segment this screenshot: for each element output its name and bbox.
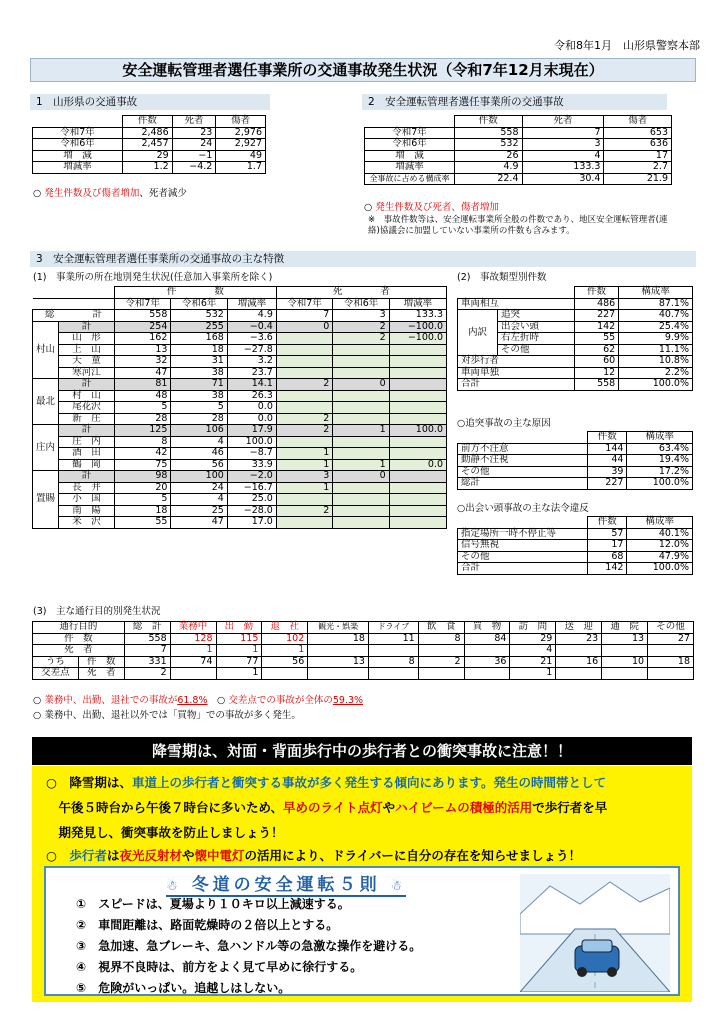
accident-type-table: 件数 構成率 車両相互 486 87.1% 内訳 追突 227 40.7% 出会い頭 142 25.4% 右左折時 55 9.9% その他 62 11.1% 対歩行者 60 10.8% 車両単独 12 2.2% 合計 558 100.0% xyxy=(457,286,693,391)
advice-para2: ○ 歩行者は夜光反射材や懐中電灯の活用により、ドライバーに自分の存在を知らせましょう！ xyxy=(46,848,582,863)
winter-rule-5: ⑤ 危険がいっぱい。追越しはしない。 xyxy=(76,981,291,995)
winter-rule-2: ② 車間距離は、路面乾燥時の２倍以上とする。 xyxy=(76,918,339,932)
section2-table: 件数 死者 傷者 令和7年 558 7 653 令和6年 532 3 636 増 減 26 4 17 増減率 4.9 133.3 2.7 全事故に占める構成率 22.4 30.4 21.9 xyxy=(364,115,672,185)
rear-end-table: 件数 構成率 前方不注意 144 63.4% 動静不注視 44 19.4% その他 39 17.2% 総計 227 100.0% xyxy=(457,431,693,490)
winter-rule-1: ① スピードは、夏場より１０キロ以上減速する。 xyxy=(76,897,350,911)
snowy-road-car-illustration xyxy=(520,874,670,992)
section3-heading: 3 安全運転管理者選任事業所の交通事故の主な特徴 xyxy=(30,251,696,267)
winter-rule-3: ③ 急加速、急ブレーキ、急ハンドル等の急激な操作を避ける。 xyxy=(76,939,422,953)
winter-rule-4: ④ 視界不良時は、前方をよく見て早めに徐行する。 xyxy=(76,960,363,974)
rear-end-title: ○追突事故の主な原因 xyxy=(457,418,551,429)
crossing-title: ○出会い頭事故の主な法令違反 xyxy=(457,503,589,514)
section2-heading: 2 安全運転管理者選任事業所の交通事故 xyxy=(362,94,667,110)
page-title: 安全運転管理者選任事業所の交通事故発生状況（令和7年12月末現在） xyxy=(30,58,696,82)
winter-rules-title: ☃ 冬道の安全運転５則 ☃ xyxy=(166,870,406,897)
group-row-3: 置賜 計 98 100 −2.0 3 0 xyxy=(33,471,447,483)
winter-rules-list xyxy=(76,894,421,999)
section2-asterisk: ※ 事故件数等は、安全運転事業所全般の件数であり、地区安全運転管理者(連絡)協議会に加盟していない事業所の件数も含みます。 xyxy=(368,215,668,236)
group-row-2: 庄内 計 125 106 17.9 2 1 100.0 xyxy=(33,425,447,437)
sub2-heading: (2) 事故類型別件数 xyxy=(457,272,547,283)
header-date: 令和8年1月 山形県警察本部 xyxy=(554,39,700,52)
sub3-heading: (3) 主な通行目的別発生状況 xyxy=(33,606,161,617)
crossing-table: 件数 構成率 指定場所一時不停止等 57 40.1% 信号無視 17 12.0% その他 68 47.9% 合計 142 100.0% xyxy=(457,516,693,575)
location-table: 件 数 死 者 令和7年 令和6年 増減率 令和7年 令和6年 増減率 総 計 558 532 4.9 7 3 133.3 村山 計 254 255 −0.4 0 2 −100.0 山 形 162 168 −3.6 2 −100.0 上 山 13 18 −27.8 天 童 32 31 3.2 寒河江 47 38 23.7 最北 計 81 71 14.1 2 0 村 山 48 38 26.3 尾花沢 5 5 0.0 新 庄 28 28 0.0 2 庄内 計 125 106 17.9 2 1 100.0 庄 内 8 4 100.0 酒 田 42 46 −8.7 1 鶴 岡 75 56 33.9 1 1 0.0 置賜 計 98 100 −2.0 3 0 長 井 20 24 −16.7 1 小 国 5 4 25.0 南 陽 18 25 −28.0 2 米 沢 55 47 17.0 xyxy=(32,286,447,529)
purpose-note1: ○ 業務中、出勤、退社での事故が61.8% ○ 交差点での事故が全体の59.3% xyxy=(33,695,364,706)
advice-para1: ○ 降雪期は、車道上の歩行者と衝突する事故が多く発生する傾向にあります。発生の時間帯として 午後５時台から午後７時台に多いため、早めのライト点灯やハイビームの積極的活用で歩行者を早 期発見し、衝突事故を防止しましょう！ xyxy=(46,775,608,840)
section2-note: ○ 発生件数及び死者、傷者増加 xyxy=(364,202,499,213)
purpose-note2: ○ 業務中、出勤、退社以外では「買物」での事故が多く発生。 xyxy=(33,710,301,721)
winter-advice-box xyxy=(32,766,692,1002)
section1-note: ○ 発生件数及び傷者増加、死者減少 xyxy=(33,188,187,199)
snowman-icon: ☃ xyxy=(166,879,182,894)
group-row-0: 村山 計 254 255 −0.4 0 2 −100.0 xyxy=(33,321,447,333)
section1-table: 件数 死者 傷者 令和7年 2,486 23 2,976 令和6年 2,457 24 2,927 増 減 29 −1 49 増減率 1.2 −4.2 1.7 xyxy=(32,115,266,174)
sub1-heading: (1) 事業所の所在地別発生状況(任意加入事業所を除く) xyxy=(33,272,273,283)
snowman-icon-2: ☃ xyxy=(390,879,407,894)
winter-rules-panel xyxy=(44,866,680,996)
group-row-1: 最北 計 81 71 14.1 2 0 xyxy=(33,379,447,391)
purpose-table: 通行目的 総 計 業務中 出 勤 退 社 観光・娯楽 ドライブ 飲 食 買 物 訪 問 送 迎 通 院 その他 件 数 558 128 115 102 18 11 8 84 29 23 13 27 死 者 7 1 1 1 4 うち 件 数 331 74 77 56 13 8 2 36 21 16 10 18 交差点 死 者 2 1 1 xyxy=(32,621,694,680)
section1-heading: 1 山形県の交通事故 xyxy=(30,94,270,110)
winter-banner: 降雪期は、対面・背面歩行中の歩行者との衝突事故に注意！！ xyxy=(32,737,692,765)
